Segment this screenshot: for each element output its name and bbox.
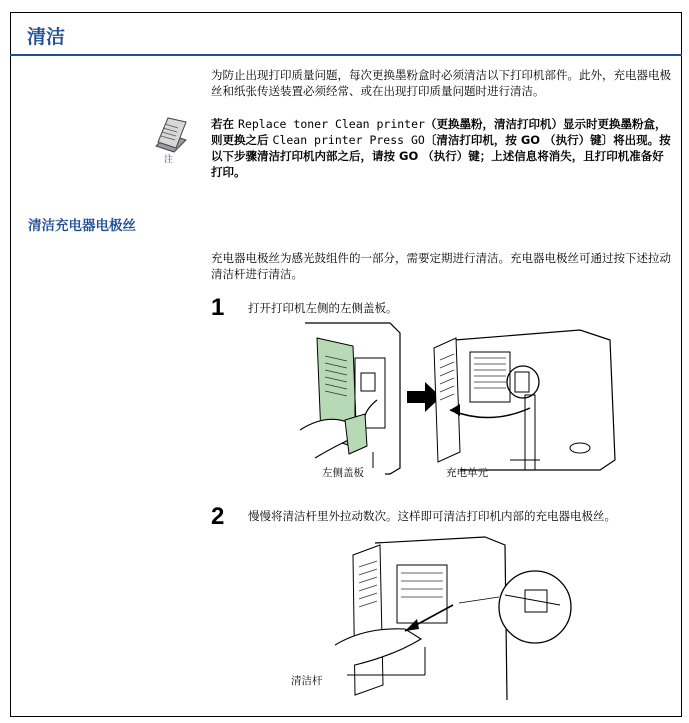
note-text-3: 〔清洁打印机，按 GO （执行）键〕将出现。按以下步骤清洁打印机内部之后，请按 GO （执行）键；上述信息将消失，且打印机准备好打印。 bbox=[211, 133, 671, 179]
section-paragraph: 充电器电极丝为感光鼓组件的一部分，需要定期进行清洁。充电器电极丝可通过按下述拉动清洁杆进行清洁。 bbox=[211, 251, 671, 281]
page-frame-bottom bbox=[10, 716, 682, 717]
note-message-1: Replace toner Clean printer bbox=[238, 117, 425, 131]
page-title: 清洁 bbox=[27, 26, 66, 48]
note-text-2: （更换墨粉，清洁打印机）显示时更换墨粉盒，则更换之后 bbox=[211, 117, 667, 147]
note-text-1: 若在 bbox=[211, 117, 239, 131]
intro-paragraph: 为防止出现打印质量问题，每次更换墨粉盒时必须清洁以下打印机部件。此外，充电器电极丝和纸张传送装置必须经常、或在出现打印质量问题时进行清洁。 bbox=[211, 68, 671, 98]
charger-unit-illustration bbox=[430, 320, 620, 480]
page-frame-top bbox=[10, 12, 682, 13]
step-2-number: 2 bbox=[211, 503, 225, 530]
note-message-2: Clean printer Press GO bbox=[272, 133, 425, 147]
step-1-text: 打开打印机左侧的左侧盖板。 bbox=[248, 301, 398, 315]
page-frame-left bbox=[10, 12, 11, 717]
charger-unit-caption: 充电单元 bbox=[446, 467, 488, 479]
cleaning-rod-caption: 清洁杆 bbox=[291, 675, 323, 687]
title-rule bbox=[10, 54, 682, 56]
step-1-number: 1 bbox=[211, 294, 225, 321]
left-cover-illustration bbox=[295, 318, 405, 476]
section-heading: 清洁充电器电极丝 bbox=[28, 218, 136, 234]
note-label: 注 bbox=[164, 155, 174, 165]
left-cover-caption: 左侧盖板 bbox=[322, 467, 364, 479]
cleaning-rod-illustration bbox=[335, 535, 575, 705]
step-2-text: 慢慢将清洁杆里外拉动数次。这样即可清洁打印机内部的充电器电极丝。 bbox=[248, 509, 616, 523]
note-paragraph bbox=[211, 116, 671, 180]
page-frame-right bbox=[681, 12, 682, 717]
